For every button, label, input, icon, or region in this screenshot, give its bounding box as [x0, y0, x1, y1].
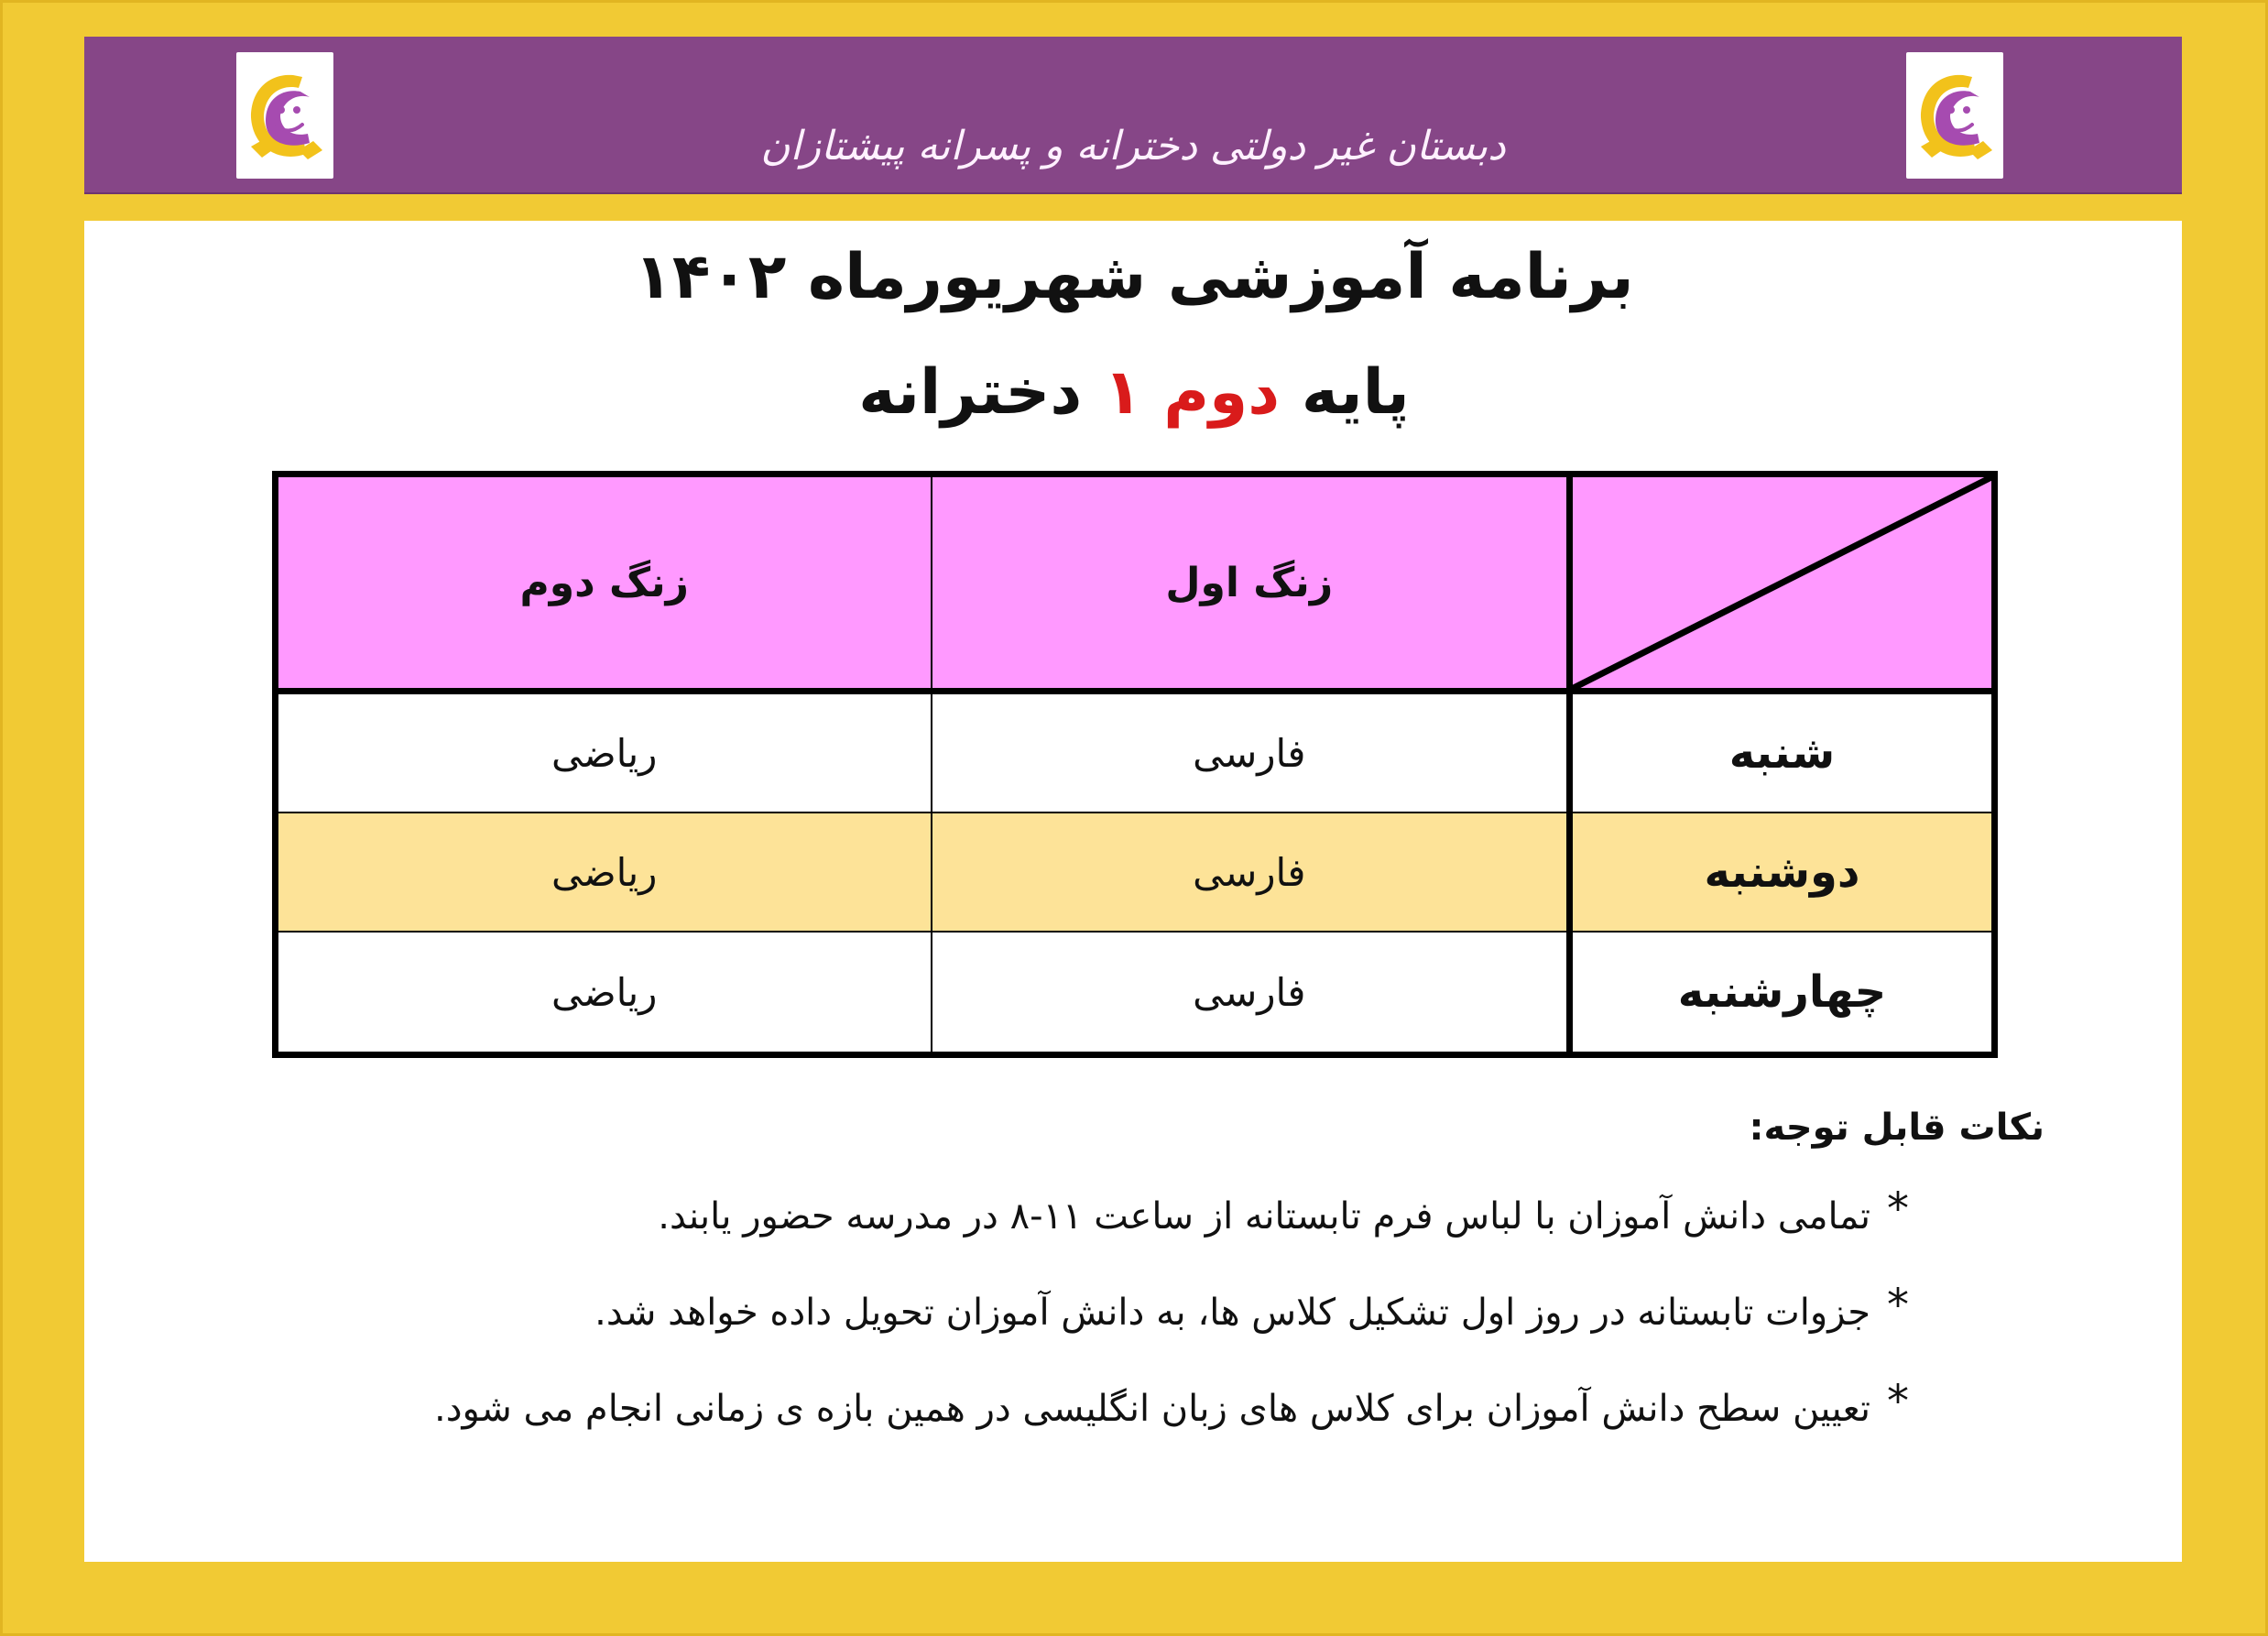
table-header-row [276, 474, 1995, 692]
school-logo-icon [1914, 66, 1996, 165]
second-bell-cell: ریاضی [276, 813, 932, 932]
table-row [276, 692, 1995, 813]
note-text: جزوات تابستانه در روز اول تشکیل کلاس ها، به دانش آموزان تحویل داده خواهد شد. [594, 1292, 1870, 1334]
second-bell-cell: ریاضی [276, 692, 932, 813]
school-logo-icon [244, 66, 326, 165]
grade-subtitle [0, 354, 2268, 432]
diagonal-divider [1573, 477, 1991, 688]
grade-suffix: دخترانه [858, 356, 1083, 429]
header-band [84, 37, 2182, 192]
school-name: دبستان غیر دولتی دخترانه و پسرانه پیشتازان [760, 123, 1506, 169]
first-bell-cell: فارسی [932, 692, 1570, 813]
note-item [260, 1280, 1909, 1338]
note-text: تمامی دانش آموزان با لباس فرم تابستانه از ساعت ۱۱-۸ در مدرسه حضور یابند. [658, 1195, 1870, 1238]
table-row [276, 813, 1995, 932]
day-cell: شنبه [1570, 692, 1995, 813]
note-text: تعیین سطح دانش آموزان برای کلاس های زبان انگلیسی در همین بازه ی زمانی انجام می شود. [434, 1388, 1870, 1430]
day-cell: دوشنبه [1570, 813, 1995, 932]
note-item [260, 1376, 1909, 1434]
grade-prefix: پایه [1301, 356, 1410, 429]
day-cell: چهارشنبه [1570, 932, 1995, 1054]
table-row [276, 932, 1995, 1054]
schedule-table [272, 471, 1998, 1058]
first-bell-cell: فارسی [932, 932, 1570, 1054]
second-bell-cell: ریاضی [276, 932, 932, 1054]
page-title: برنامه آموزشی شهریورماه ۱۴۰۲ [634, 241, 1634, 313]
asterisk-icon: * [1887, 1280, 1909, 1331]
notes-title: نکات قابل توجه: [1749, 1107, 2044, 1149]
header-first-bell: زنگ اول [932, 474, 1570, 692]
asterisk-icon: * [1887, 1183, 1909, 1235]
first-bell-cell: فارسی [932, 813, 1570, 932]
asterisk-icon: * [1887, 1376, 1909, 1427]
grade-highlight: دوم ۱ [1104, 356, 1281, 429]
school-logo-right [1906, 52, 2003, 179]
note-item [260, 1183, 1909, 1242]
header-second-bell: زنگ دوم [276, 474, 932, 692]
notes-list [260, 1183, 1909, 1479]
corner-cell [1570, 474, 1995, 692]
school-logo-left [236, 52, 333, 179]
